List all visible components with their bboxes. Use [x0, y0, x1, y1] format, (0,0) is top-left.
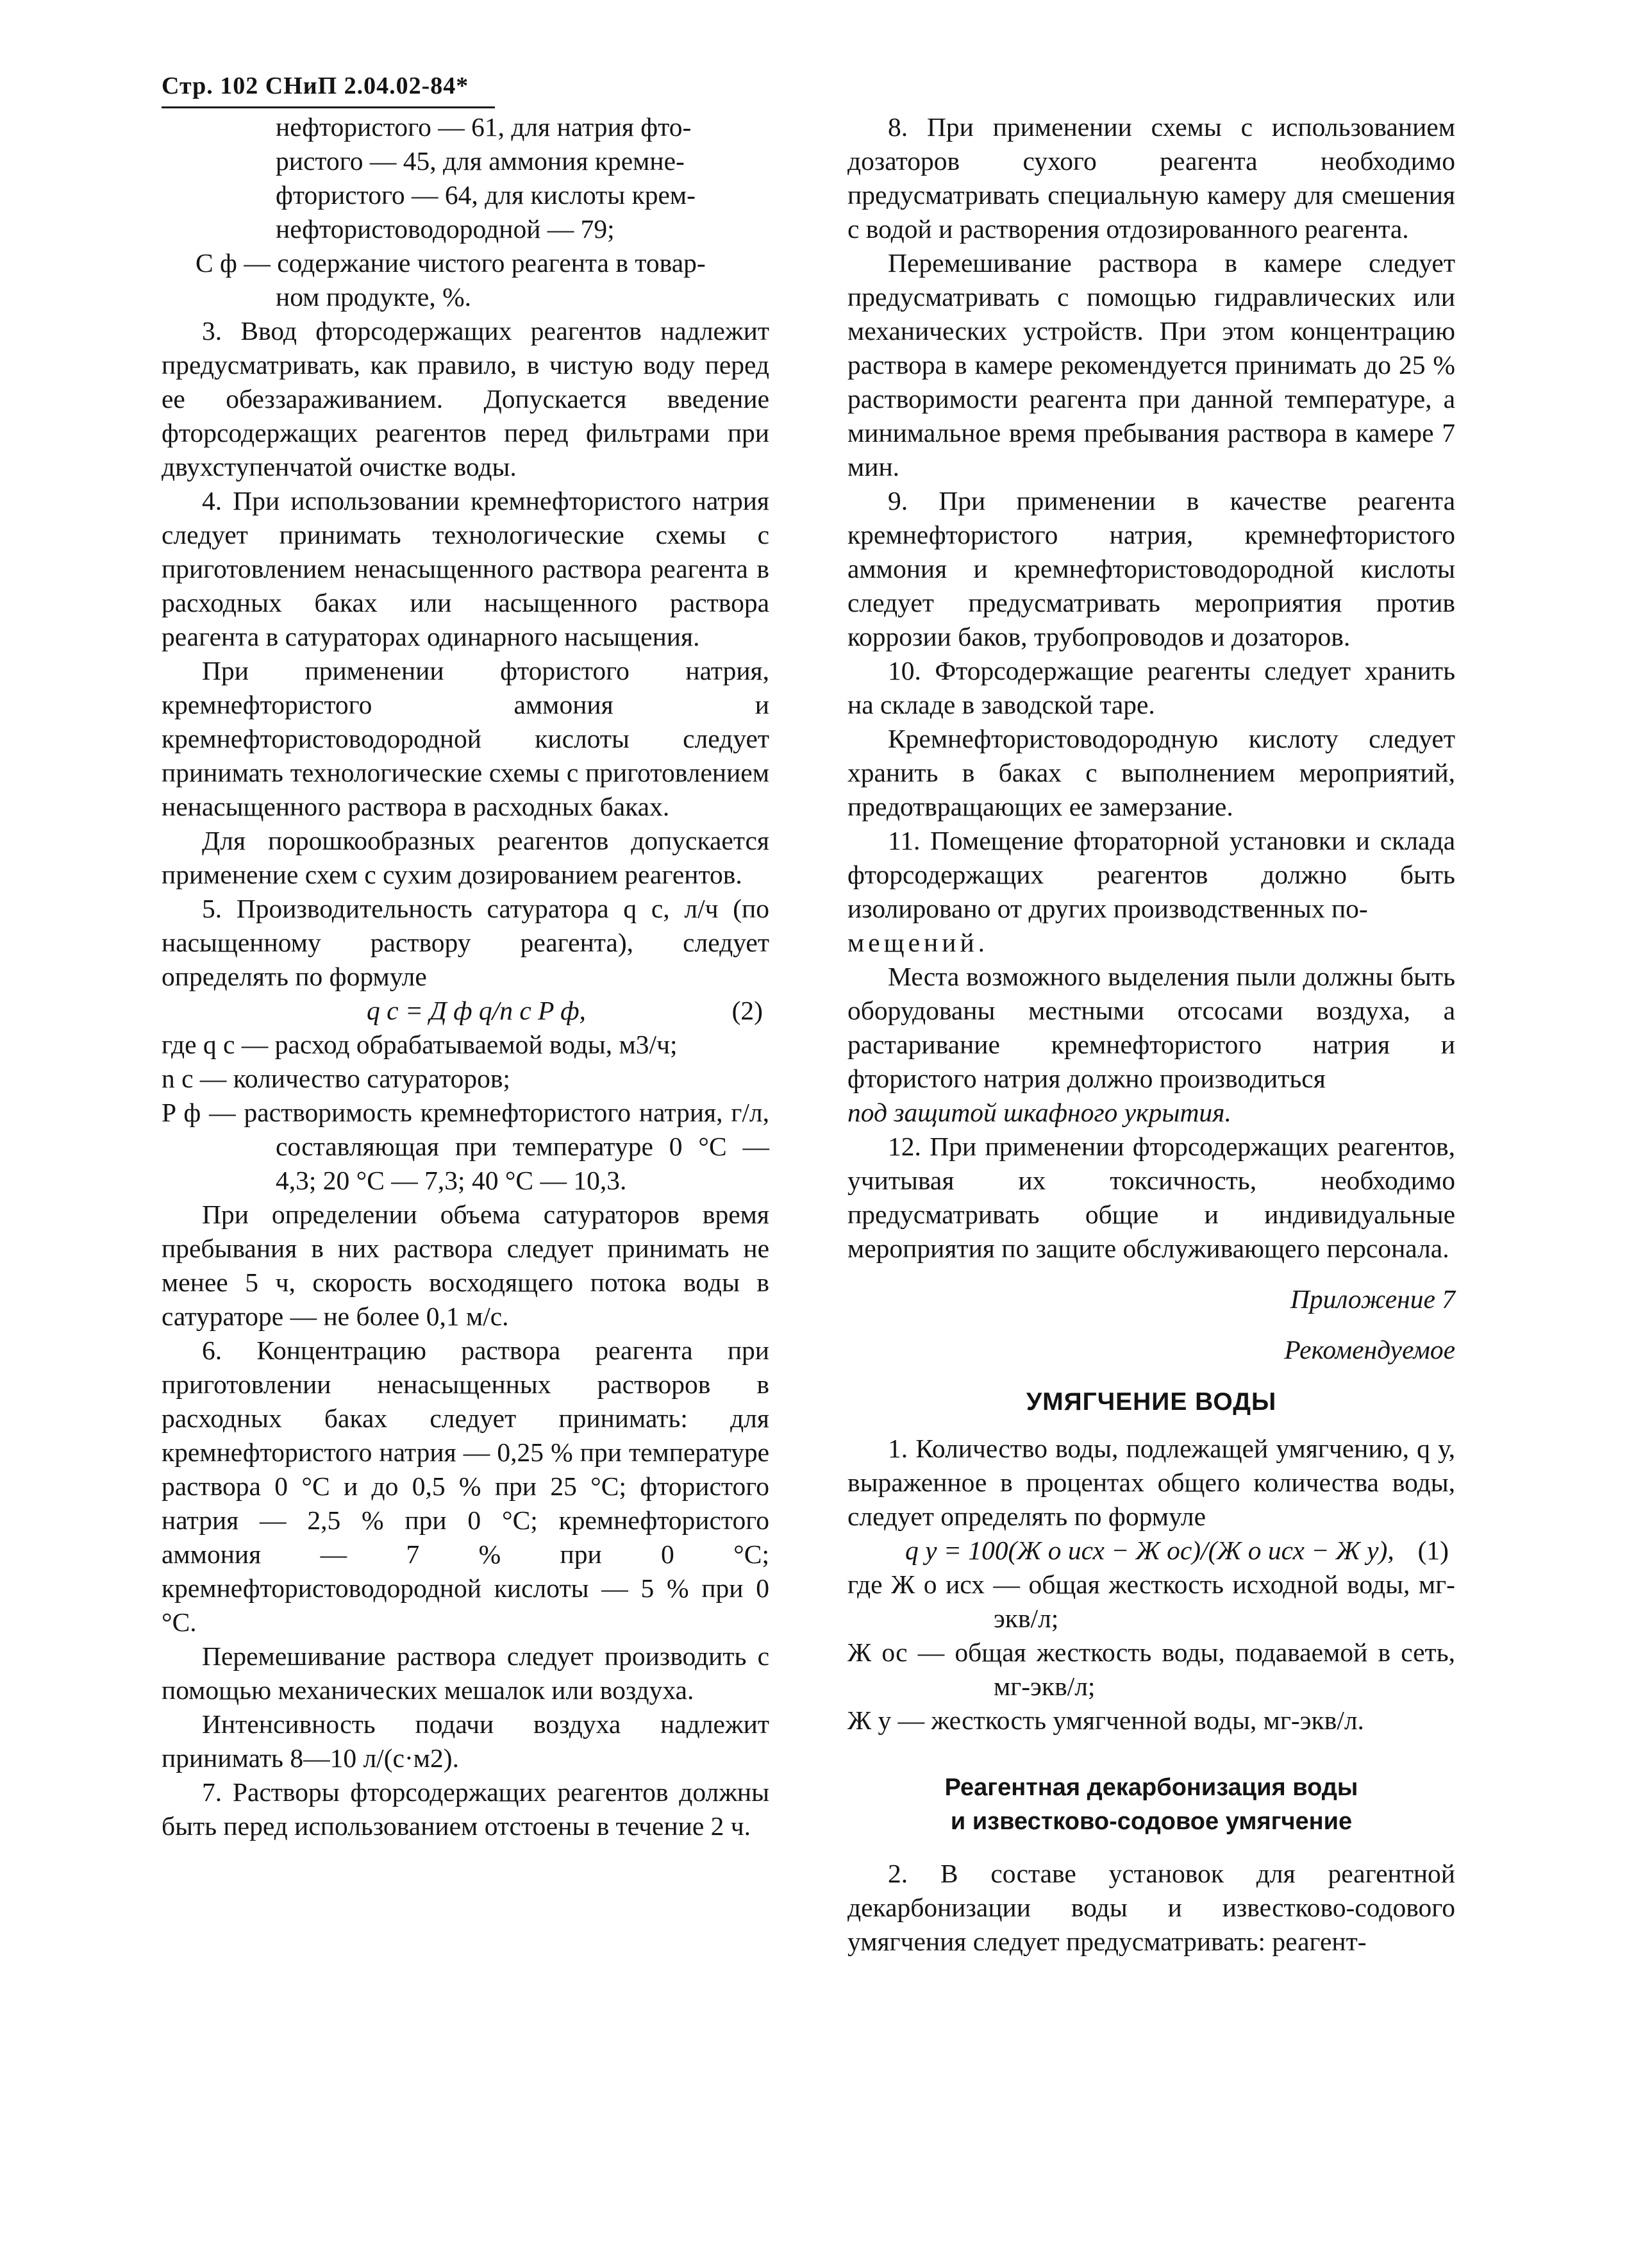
- paragraph-4b: При применении фтористого натрия, кремнефтористого аммония и кремнефтористоводородной кислоты следует принимать технологические схемы с приготовлением ненасыщенного раствора в расходных баках.: [162, 656, 769, 821]
- section-paragraph-2: 2. В составе установок для реагентной декарбонизации воды и известково-содового умягчения следует предусматривать: реагент-: [847, 1859, 1455, 1956]
- header-rule: [162, 106, 495, 108]
- paragraph-11b: Места возможного выделения пыли должны быть оборудованы местными отсосами воздуха, а растаривание кремнефтористого натрия и фтористого натрия должно производиться: [847, 962, 1455, 1093]
- paragraph-5: 5. Производительность сатуратора q с, л/ч (по насыщенному раствору реагента), следует определять по формуле: [162, 894, 769, 991]
- formula-2: [162, 994, 769, 1028]
- section-paragraph-1: 1. Количество воды, подлежащей умягчению, q у, выраженное в процентах общего количества воды, следует определять по формуле: [847, 1434, 1455, 1531]
- recommended-label: Рекомендуемое: [1284, 1335, 1455, 1364]
- paragraph-7: 7. Растворы фторсодержащих реагентов должны быть перед использованием отстоены в течение 2 ч.: [162, 1777, 769, 1841]
- definition-pf: P ф — растворимость кремнефтористого натрия, г/л, составляющая при температуре 0 °С — 4,3; 20 °С — 7,3; 40 °С — 10,3.: [162, 1098, 769, 1195]
- paragraph-6b: Перемешивание раствора следует производить с помощью механических мешалок или воздуха.: [162, 1641, 769, 1705]
- paragraph-5b: При определении объема сатураторов время пребывания в них раствора следует принимать не менее 5 ч, скорость восходящего потока воды в сатураторе — не более 0,1 м/с.: [162, 1200, 769, 1331]
- paragraph-4: 4. При использовании кремнефтористого натрия следует принимать технологические схемы с приготовлением ненасыщенного раствора реагента в расходных баках или насыщенного раствора реагента в сатураторах одинарного насыщения.: [162, 486, 769, 651]
- paragraph-6: 6. Концентрацию раствора реагента при приготовлении ненасыщенных растворов в расходных баках следует принимать: для кремнефтористого натрия — 0,25 % при температуре раствора 0 °С и до 0,5 % при 25 °С; фтористого натрия — 2,5 % при 0 °С; кремнефтористого аммония — 7 % при 0 °С; кремнефтористоводородной кислоты — 5 % при 0 °С.: [162, 1336, 769, 1637]
- formula-1: [847, 1534, 1455, 1568]
- formula-2-number: (2): [731, 996, 763, 1025]
- paragraph-9: 9. При применении в качестве реагента кремнефтористого натрия, кремнефтористого аммония и кремнефтористоводородной кислоты следует предусматривать мероприятия против коррозии баков, трубопроводов и дозаторов.: [847, 486, 1455, 651]
- text-line: ристого — 45, для аммония кремне-: [276, 146, 685, 176]
- paragraph-11: 11. Помещение фтораторной установки и склада фторсодержащих реагентов должно быть изолировано от других производственных по-: [847, 826, 1455, 923]
- paragraph-10b: Кремнефтористоводородную кислоту следует хранить в баках с выполнением мероприятий, предотвращающих ее замерзание.: [847, 724, 1455, 821]
- formula-1-number: (1): [1417, 1536, 1449, 1565]
- definition-cf: C ф — содержание чистого реагента в товар-: [196, 248, 706, 278]
- left-column: [162, 110, 769, 1843]
- definition-zh-o-isx: где Ж о исх — общая жесткость исходной воды, мг-экв/л;: [847, 1570, 1455, 1633]
- text-line: фтористого — 64, для кислоты крем-: [276, 180, 696, 210]
- definition-nc: n с — количество сатураторов;: [162, 1064, 510, 1093]
- paragraph-6c: Интенсивность подачи воздуха надлежит принимать 8—10 л/(с·м2).: [162, 1709, 769, 1773]
- page-header: Стр. 102 СНиП 2.04.02-84*: [162, 72, 469, 99]
- definition-zh-os: Ж ос — общая жесткость воды, подаваемой в сеть, мг-экв/л;: [847, 1638, 1455, 1701]
- formula-2-body: q с = Д ф q/n с P ф,: [367, 996, 586, 1025]
- subsection-title-line-2: и известково-содовое умягчение: [950, 1808, 1353, 1835]
- paragraph-11b-italic: под защитой шкафного укрытия.: [847, 1098, 1231, 1127]
- paragraph-4c: Для порошкообразных реагентов допускается применение схем с сухим дозированием реагентов.: [162, 826, 769, 889]
- formula-1-body: q у = 100(Ж о исх − Ж ос)/(Ж о исх − Ж у),: [905, 1536, 1394, 1565]
- paragraph-12: 12. При применении фторсодержащих реагентов, учитывая их токсичность, необходимо предусматривать общие и индивидуальные мероприятия по защите обслуживающего персонала.: [847, 1132, 1455, 1263]
- subsection-title-line-1: Реагентная декарбонизация воды: [944, 1774, 1358, 1801]
- paragraph-11-end: мещений.: [847, 928, 989, 957]
- definition-zh-u: Ж у — жесткость умягченной воды, мг-экв/л.: [847, 1705, 1364, 1735]
- paragraph-3: 3. Ввод фторсодержащих реагентов надлежит предусматривать, как правило, в чистую воду перед ее обеззараживанием. Допускается введение фторсодержащих реагентов перед фильтрами при двухступенчатой очистке воды.: [162, 316, 769, 482]
- paragraph-10: 10. Фторсодержащие реагенты следует хранить на складе в заводской таре.: [847, 656, 1455, 719]
- paragraph-8: 8. При применении схемы с использованием дозаторов сухого реагента необходимо предусматривать специальную камеру для смешения с водой и растворения отдозированного реагента.: [847, 112, 1455, 244]
- text-line: нефтористого — 61, для натрия фто-: [276, 112, 692, 142]
- appendix-label: Приложение 7: [1290, 1284, 1455, 1314]
- text-line: ном продукте, %.: [276, 282, 472, 312]
- section-title: УМЯГЧЕНИЕ ВОДЫ: [1026, 1388, 1277, 1416]
- definition-qc: где q с — расход обрабатываемой воды, м3/ч;: [162, 1030, 678, 1059]
- text-line: нефтористоводородной — 79;: [276, 214, 615, 244]
- paragraph-8b: Перемешивание раствора в камере следует предусматривать с помощью гидравлических или механических устройств. При этом концентрацию раствора в камере рекомендуется принимать до 25 % растворимости реагента при данной температуре, а минимальное время пребывания раствора в камере 7 мин.: [847, 248, 1455, 482]
- right-column: [847, 110, 1455, 1959]
